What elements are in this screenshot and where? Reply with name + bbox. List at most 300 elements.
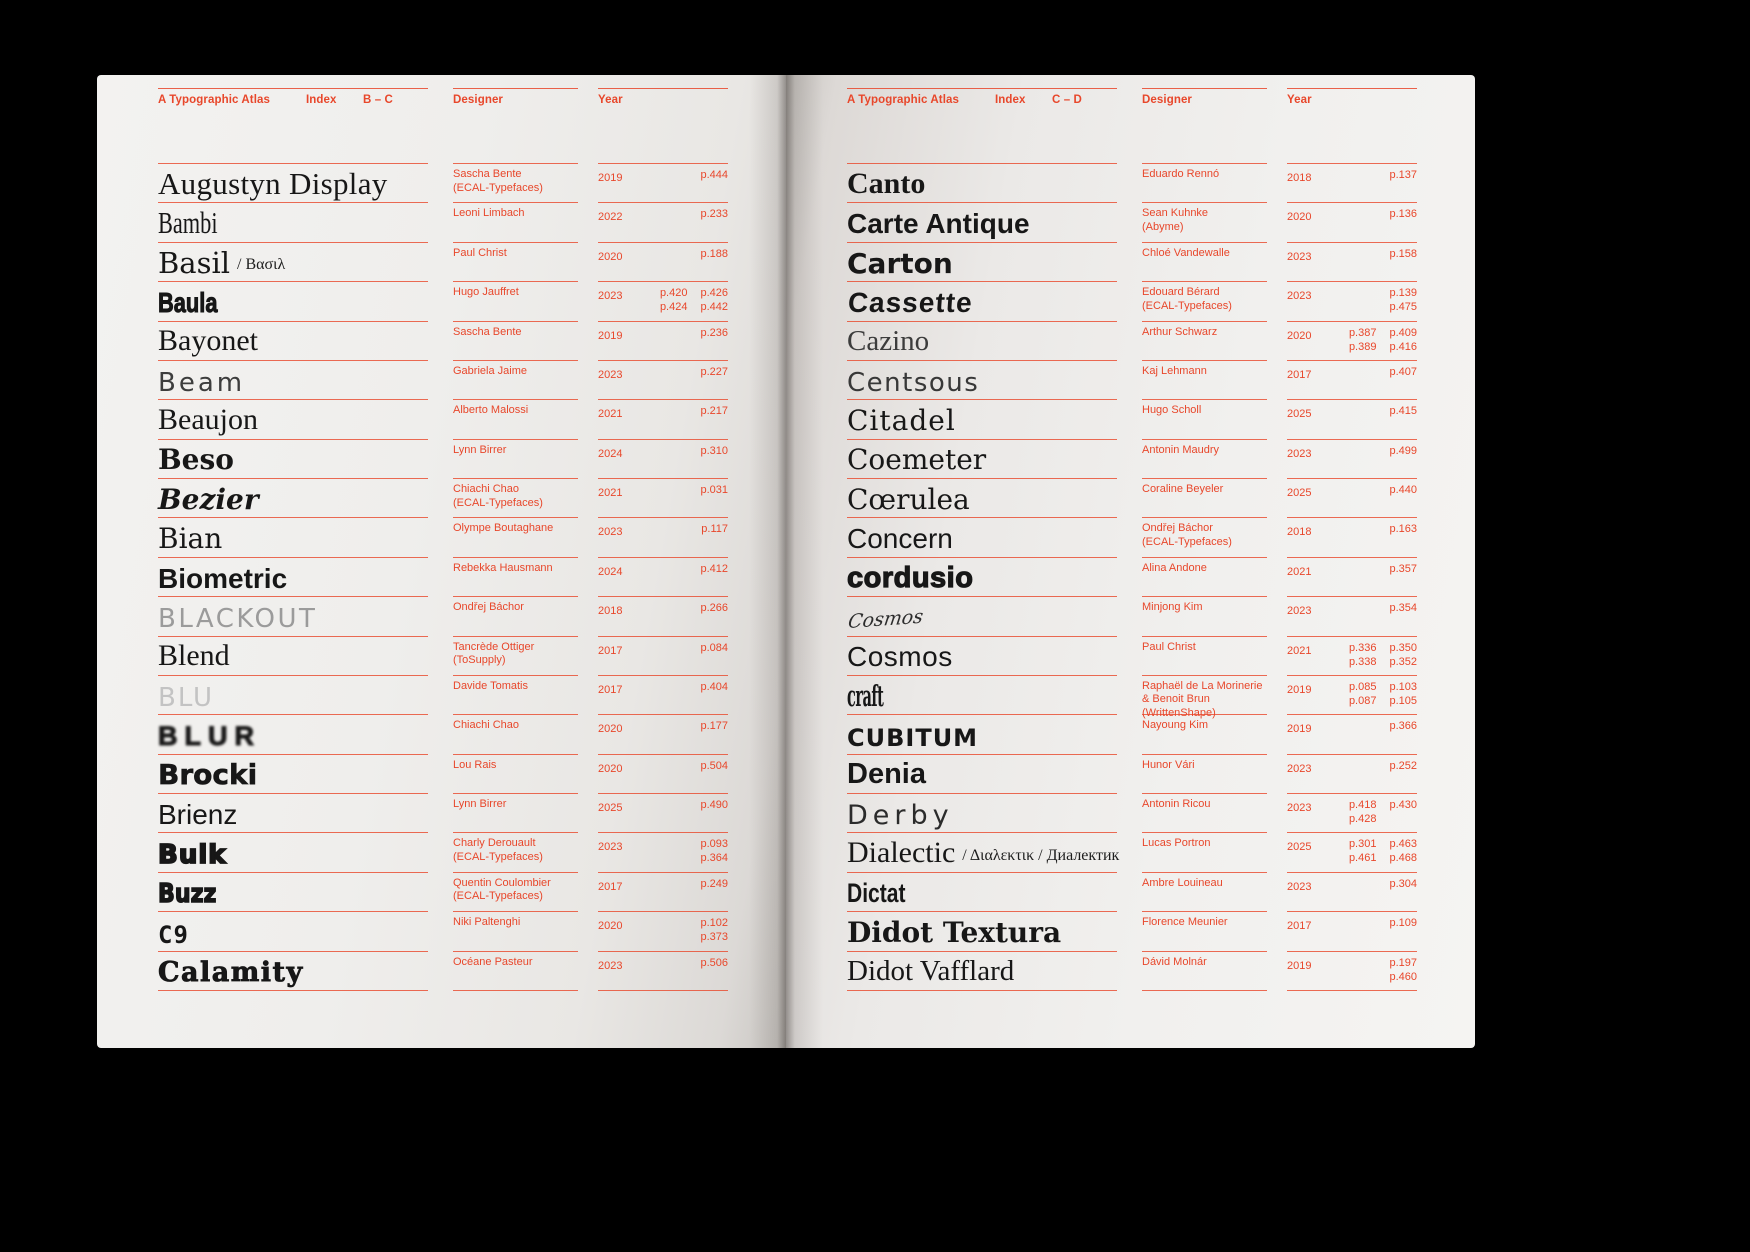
index-row — [158, 596, 728, 635]
designer-name: Lynn Birrer — [453, 798, 507, 810]
designer-name: Davide Tomatis — [453, 679, 528, 692]
designer-name: Chloé Vandewalle — [1142, 246, 1230, 259]
page-ref-column — [700, 601, 728, 615]
page-number: p.197 — [1389, 956, 1417, 969]
designer-name: Coraline Beyeler — [1142, 483, 1224, 495]
designer-name: Chiachi Chao — [453, 719, 520, 732]
page-number: p.252 — [1389, 759, 1417, 772]
year-value: 2017 — [1287, 920, 1312, 933]
page-refs — [700, 798, 728, 812]
designer-name: (ECAL-Typefaces) — [453, 890, 543, 903]
index-row — [158, 793, 728, 832]
designer-cell — [453, 399, 578, 438]
typeface-name: Bambi — [158, 205, 218, 241]
year-cell — [598, 478, 728, 517]
index-row — [847, 754, 1417, 793]
page-refs — [700, 759, 728, 773]
page-ref-column — [700, 444, 728, 458]
year-value: 2019 — [598, 329, 623, 342]
designer-cell — [453, 675, 578, 714]
page-ref-column — [700, 286, 728, 314]
rule — [1142, 990, 1267, 995]
header-name-column — [158, 88, 428, 110]
page-number: p.137 — [1389, 169, 1417, 181]
index-row — [158, 202, 728, 241]
designer-cell — [453, 754, 578, 793]
page-ref-column — [1389, 326, 1417, 354]
year-cell — [1287, 675, 1417, 714]
page-number: p.364 — [700, 852, 728, 865]
typeface-cell — [847, 951, 1117, 990]
page-ref-column — [1389, 483, 1417, 497]
page-refs — [1389, 444, 1417, 458]
page-number: p.366 — [1389, 720, 1417, 733]
index-row — [847, 439, 1417, 478]
year-value: 2025 — [1287, 408, 1312, 421]
typeface-cell — [847, 439, 1117, 478]
year-cell — [1287, 399, 1417, 438]
year-cell — [1287, 478, 1417, 517]
designer-name: Arthur Schwarz — [1142, 325, 1218, 338]
year-cell — [1287, 754, 1417, 793]
index-row — [847, 321, 1417, 360]
designer-name: Florence Meunier — [1142, 916, 1228, 929]
page-refs — [700, 680, 728, 694]
page-refs — [700, 444, 728, 458]
typeface-name: Concern — [847, 523, 953, 555]
typeface-cell — [158, 596, 428, 635]
page-number: p.163 — [1389, 523, 1417, 536]
page-header — [158, 88, 728, 110]
page-ref-column — [700, 326, 728, 340]
page-ref-column — [1389, 641, 1417, 669]
index-row — [847, 951, 1417, 990]
designer-name: Olympe Boutaghane — [453, 522, 554, 535]
index-row — [847, 832, 1417, 871]
page-number: p.109 — [1389, 917, 1417, 930]
year-cell — [598, 202, 728, 241]
year-cell — [1287, 321, 1417, 360]
typeface-name: BLU — [158, 682, 215, 713]
designer-cell — [453, 636, 578, 675]
designer-column-label: Designer — [1142, 94, 1193, 106]
page-ref-column — [1389, 837, 1417, 865]
typeface-cell — [158, 281, 428, 320]
typeface-name: Carte Antique — [847, 208, 1030, 240]
header-designer-column — [453, 88, 578, 110]
index-row — [158, 675, 728, 714]
year-cell — [598, 281, 728, 320]
year-cell — [598, 754, 728, 793]
typeface-name: cordusio — [847, 561, 974, 594]
designer-name: Sean Kuhnke — [1142, 207, 1209, 220]
rule — [847, 990, 1117, 995]
index-row — [158, 399, 728, 438]
page-refs — [1349, 798, 1417, 826]
year-value: 2023 — [1287, 250, 1312, 263]
typeface-cell — [847, 557, 1117, 596]
typeface-cell — [847, 832, 1120, 871]
index-row — [158, 517, 728, 556]
page-number: p.373 — [700, 931, 728, 944]
page-refs — [1349, 326, 1417, 354]
year-value: 2025 — [598, 802, 623, 814]
page-ref-column — [700, 837, 728, 865]
page-ref-column — [700, 483, 728, 497]
typeface-name: Citadel — [847, 404, 956, 438]
rule — [158, 990, 428, 995]
designer-name: Rebekka Hausmann — [453, 561, 553, 574]
page-refs — [700, 562, 728, 576]
year-cell — [598, 557, 728, 596]
year-value: 2019 — [1287, 683, 1312, 696]
typeface-cell — [158, 911, 428, 950]
designer-cell — [453, 872, 578, 911]
year-value: 2020 — [1287, 329, 1312, 342]
typeface-name: Brocki — [158, 758, 258, 792]
index-row — [847, 281, 1417, 320]
typeface-cell — [847, 281, 1117, 320]
designer-cell — [1142, 557, 1267, 596]
page-ref-column — [700, 641, 728, 655]
typeface-name: Carton — [847, 246, 953, 280]
page-number: p.336 — [1348, 641, 1377, 654]
page-refs — [700, 247, 728, 261]
typeface-name: Canto — [847, 166, 926, 200]
page-refs — [1389, 247, 1417, 261]
index-row — [158, 951, 728, 990]
page-ref-column — [1389, 916, 1417, 930]
page-refs — [700, 326, 728, 340]
typeface-name: CUBITUM — [847, 723, 979, 752]
designer-name: Chiachi Chao — [453, 483, 520, 495]
index-row — [847, 360, 1417, 399]
index-row — [847, 163, 1417, 202]
year-value: 2021 — [598, 408, 623, 421]
typeface-cell — [158, 202, 428, 241]
year-cell — [598, 399, 728, 438]
year-cell — [598, 439, 728, 478]
page-refs — [700, 483, 728, 497]
year-value: 2024 — [598, 565, 623, 578]
page-ref-column — [1389, 719, 1417, 733]
year-value: 2018 — [598, 605, 623, 618]
page-number: p.085 — [1348, 680, 1377, 693]
year-cell — [598, 163, 728, 202]
typeface-name-suffix: / Βασιλ — [237, 256, 286, 274]
atlas-title: A Typographic Atlas — [847, 94, 960, 106]
rule — [453, 990, 578, 995]
page-ref-column — [701, 522, 728, 536]
designer-name: Minjong Kim — [1142, 601, 1203, 614]
year-value: 2018 — [1287, 526, 1312, 539]
year-cell — [1287, 636, 1417, 675]
page-refs — [701, 522, 728, 536]
typeface-name: BLUR — [158, 720, 261, 751]
page-number: p.087 — [1348, 694, 1377, 707]
year-cell — [1287, 360, 1417, 399]
year-value: 2023 — [598, 841, 623, 854]
index-row — [847, 557, 1417, 596]
year-value: 2023 — [1287, 762, 1312, 775]
typeface-name: Denia — [847, 758, 926, 791]
designer-cell — [453, 321, 578, 360]
page-number: p.266 — [700, 602, 728, 615]
designer-name: Leoni Limbach — [453, 207, 525, 220]
page-number: p.468 — [1389, 852, 1417, 865]
typeface-name: Centsous — [847, 367, 980, 398]
designer-name: & Benoit Brun — [1142, 693, 1210, 706]
designer-name: Dávid Molnár — [1142, 955, 1207, 968]
typeface-name-suffix: / Διαλεκτικ / Диалектик — [962, 846, 1120, 864]
designer-cell — [453, 439, 578, 478]
page-number: p.404 — [700, 680, 728, 693]
typeface-name: Bezier — [158, 482, 259, 516]
page-number: p.420 — [659, 287, 688, 300]
year-value: 2021 — [1287, 644, 1312, 657]
designer-name: Ondřej Báchor — [1142, 522, 1213, 535]
year-value: 2024 — [598, 447, 623, 460]
page-ref-column — [700, 562, 728, 576]
typeface-cell — [158, 360, 428, 399]
page-ref-column — [1389, 601, 1417, 615]
designer-name: (ECAL-Typefaces) — [453, 496, 543, 509]
page-refs — [1349, 680, 1417, 708]
page-number: p.139 — [1389, 287, 1417, 300]
page-ref-column — [1389, 877, 1417, 891]
designer-name: Charly Derouault — [453, 837, 536, 850]
typeface-cell — [847, 596, 1117, 635]
page-number: p.499 — [1389, 444, 1417, 457]
year-value: 2020 — [598, 723, 623, 736]
page-refs — [1389, 562, 1417, 576]
page-number: p.227 — [700, 365, 728, 378]
designer-name: Edouard Bérard — [1142, 286, 1220, 299]
year-value: 2021 — [598, 487, 623, 499]
page-number: p.102 — [700, 917, 728, 930]
year-cell — [598, 517, 728, 556]
year-cell — [1287, 557, 1417, 596]
designer-cell — [453, 793, 578, 832]
page-number: p.310 — [700, 444, 728, 457]
typeface-cell — [847, 793, 1117, 832]
page-refs — [660, 286, 728, 314]
year-cell — [598, 596, 728, 635]
year-value: 2025 — [1287, 841, 1312, 854]
typeface-name: Bayonet — [158, 324, 258, 358]
page-refs — [1389, 207, 1417, 221]
designer-name: Raphaël de La Morinerie — [1142, 679, 1263, 692]
year-cell — [1287, 202, 1417, 241]
designer-cell — [453, 281, 578, 320]
index-row — [158, 281, 728, 320]
designer-name: (ECAL-Typefaces) — [453, 181, 543, 194]
year-value: 2023 — [598, 526, 623, 539]
designer-cell — [1142, 399, 1267, 438]
index-row — [158, 321, 728, 360]
page-ref-column — [700, 247, 728, 261]
page-ref-column — [700, 680, 728, 694]
typeface-name: Derby — [847, 799, 954, 831]
page-number: p.350 — [1389, 641, 1417, 654]
typeface-name: C9 — [158, 920, 189, 949]
page-number: p.105 — [1389, 694, 1417, 707]
typeface-cell — [847, 754, 1117, 793]
designer-name: (Abyme) — [1142, 220, 1184, 233]
page-ref-column — [1349, 680, 1377, 708]
year-cell — [598, 793, 728, 832]
typeface-name: Coemeter — [847, 443, 987, 477]
year-cell — [598, 360, 728, 399]
designer-cell — [1142, 439, 1267, 478]
page-number: p.416 — [1389, 340, 1417, 353]
page-ref-column — [700, 798, 728, 812]
typeface-cell — [847, 872, 1117, 911]
page-refs — [1389, 404, 1417, 418]
typeface-name: Cœrulea — [847, 482, 970, 516]
typeface-cell — [158, 517, 428, 556]
designer-cell — [453, 557, 578, 596]
typeface-name: Basil — [158, 245, 231, 280]
page-number: p.428 — [1348, 813, 1377, 825]
year-cell — [1287, 951, 1417, 990]
typeface-cell — [158, 163, 428, 202]
year-value: 2017 — [598, 644, 623, 657]
typeface-cell — [847, 163, 1117, 202]
typeface-cell — [847, 360, 1117, 399]
page-refs — [700, 641, 728, 655]
typeface-cell — [847, 242, 1117, 281]
typeface-cell — [847, 321, 1117, 360]
page-number: p.217 — [700, 405, 728, 418]
page-header — [847, 88, 1417, 110]
page-number: p.412 — [700, 562, 728, 575]
page-number: p.084 — [700, 641, 728, 654]
designer-name: Sascha Bente — [453, 325, 522, 338]
year-value: 2019 — [1287, 959, 1312, 972]
designer-cell — [453, 832, 578, 871]
page-ref-column — [1349, 326, 1377, 354]
page-refs — [700, 916, 728, 944]
page-number: p.442 — [700, 301, 728, 314]
designer-cell — [1142, 596, 1267, 635]
page-ref-column — [1389, 365, 1417, 379]
index-row — [847, 517, 1417, 556]
year-value: 2020 — [1287, 211, 1312, 224]
page-number: p.301 — [1348, 838, 1377, 851]
page-ref-column — [1389, 798, 1417, 826]
index-row — [847, 242, 1417, 281]
year-value: 2019 — [598, 172, 623, 184]
typeface-cell — [158, 951, 428, 990]
index-list — [158, 163, 728, 990]
year-cell — [598, 832, 728, 871]
rule — [598, 990, 728, 995]
year-cell — [1287, 714, 1417, 753]
index-row — [847, 675, 1417, 719]
page-refs — [700, 719, 728, 733]
page-refs — [700, 365, 728, 379]
typeface-cell — [158, 242, 428, 281]
typeface-cell — [847, 911, 1117, 950]
page-number: p.117 — [701, 523, 728, 536]
year-column-label: Year — [1287, 94, 1312, 106]
page-ref-column — [700, 207, 728, 221]
index-row — [158, 911, 728, 950]
page-refs — [1389, 601, 1417, 615]
designer-cell — [1142, 360, 1267, 399]
page-number: p.461 — [1348, 852, 1377, 865]
year-value: 2017 — [1287, 368, 1312, 381]
page-number: p.426 — [700, 287, 728, 300]
typeface-cell — [847, 399, 1117, 438]
page-ref-column — [700, 719, 728, 733]
designer-name: Hugo Scholl — [1142, 404, 1202, 417]
page-number: p.506 — [700, 956, 728, 969]
year-column-label: Year — [598, 94, 623, 106]
typeface-name: Cassette — [846, 286, 974, 318]
typeface-cell — [158, 793, 428, 832]
designer-name: Antonin Maudry — [1142, 443, 1220, 456]
page-number: p.357 — [1389, 562, 1417, 575]
year-value: 2017 — [598, 880, 623, 893]
page-ref-column — [700, 365, 728, 379]
year-value: 2023 — [1287, 605, 1312, 618]
designer-cell — [1142, 832, 1267, 871]
page-number: p.424 — [659, 301, 688, 314]
designer-name: Paul Christ — [453, 246, 507, 259]
year-cell — [1287, 596, 1417, 635]
year-cell — [1287, 281, 1417, 320]
year-value: 2020 — [598, 920, 623, 933]
designer-cell — [453, 163, 578, 202]
page-ref-column — [660, 286, 688, 314]
typeface-cell — [158, 872, 428, 911]
page-number: p.304 — [1389, 877, 1417, 890]
atlas-title: A Typographic Atlas — [158, 94, 271, 106]
typeface-name: Brienz — [158, 798, 238, 830]
page-number: p.475 — [1389, 301, 1417, 314]
page-number: p.093 — [700, 838, 728, 851]
page-refs — [700, 877, 728, 891]
index-label: Index — [306, 94, 337, 106]
page-ref-column — [1389, 404, 1417, 418]
designer-name: Nayoung Kim — [1142, 719, 1209, 732]
index-label: Index — [995, 94, 1026, 106]
page-number: p.233 — [700, 208, 728, 221]
typeface-cell — [847, 714, 1117, 753]
year-cell — [1287, 242, 1417, 281]
page-number: p.188 — [700, 247, 728, 260]
typeface-name: Didot Textura — [847, 915, 1062, 949]
index-row — [847, 202, 1417, 241]
page-number: p.031 — [700, 484, 728, 496]
year-value: 2023 — [1287, 290, 1312, 303]
year-value: 2023 — [1287, 802, 1312, 814]
page-refs — [700, 956, 728, 970]
designer-cell — [453, 242, 578, 281]
page-ref-column — [1389, 562, 1417, 576]
designer-cell — [1142, 281, 1267, 320]
typeface-cell — [847, 202, 1117, 241]
page-refs — [700, 404, 728, 418]
page-refs — [1389, 916, 1417, 930]
index-row — [847, 911, 1417, 950]
typeface-cell — [158, 754, 428, 793]
page-left — [97, 75, 786, 1048]
index-row — [847, 636, 1417, 675]
year-cell — [598, 951, 728, 990]
